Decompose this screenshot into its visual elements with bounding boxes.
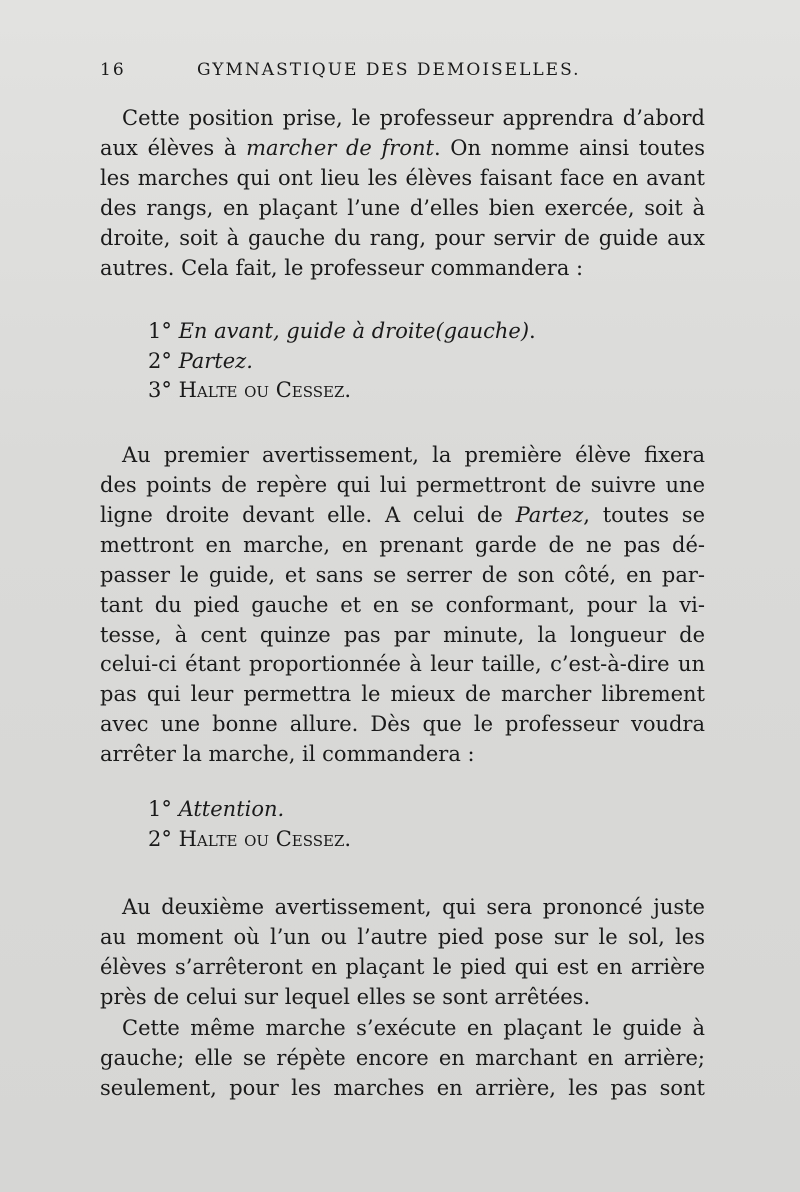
text-line: avec une bonne allure. Dès que le professeur voudra <box>100 712 705 736</box>
text-line: mettront en marche, en prenant garde de ne pas dé- <box>100 533 705 557</box>
command-item: 2° Partez. <box>148 349 253 373</box>
text-line: Au deuxième avertissement, qui sera prononcé juste <box>122 895 705 919</box>
italic-term: marcher de front <box>246 136 434 160</box>
text-line: droite, soit à gauche du rang, pour servir de guide aux <box>100 226 705 250</box>
command-item: 2° Halte ou Cessez. <box>148 827 352 851</box>
text-line: des rangs, en plaçant l’une d’elles bien exercée, soit à <box>100 196 705 220</box>
text-line: Cette même marche s’exécute en plaçant le guide à <box>122 1016 705 1040</box>
text-line: ligne droite devant elle. A celui de Partez, toutes se <box>100 503 705 527</box>
text-line: près de celui sur lequel elles se sont arrêtées. <box>100 985 591 1009</box>
text-line: arrêter la marche, il commandera : <box>100 742 475 766</box>
text-line: pas qui leur permettra le mieux de marcher librement <box>100 682 705 706</box>
text-line: tesse, à cent quinze pas par minute, la longueur de <box>100 623 705 647</box>
text-line: passer le guide, et sans se serrer de son côté, en par- <box>100 563 705 587</box>
text-line: Au premier avertissement, la première élève fixera <box>122 443 705 467</box>
command-item: 3° Halte ou Cessez. <box>148 378 352 402</box>
text-line: tant du pied gauche et en se conformant, pour la vi- <box>100 593 705 617</box>
text-line: élèves s’arrêteront en plaçant le pied qui est en arrière <box>100 955 705 979</box>
text-line: Cette position prise, le professeur apprendra d’abord <box>122 106 705 130</box>
text-line: des points de repère qui lui permettront de suivre une <box>100 473 705 497</box>
text-line: celui-ci étant proportionnée à leur taille, c’est-à-dire un <box>100 652 705 676</box>
page-number: 16 <box>100 60 126 80</box>
text-line: aux élèves à marcher de front. On nomme ainsi toutes <box>100 136 705 160</box>
text-line: au moment où l’un ou l’autre pied pose sur le sol, les <box>100 925 705 949</box>
running-head: GYMNASTIQUE DES DEMOISELLES. <box>197 60 581 80</box>
text-line: les marches qui ont lieu les élèves faisant face en avant <box>100 166 705 190</box>
text-line: autres. Cela fait, le professeur commandera : <box>100 256 584 280</box>
page-header <box>100 60 710 90</box>
command-item: 1° Attention. <box>148 797 285 821</box>
text-line: gauche; elle se répète encore en marchant en arrière; <box>100 1046 705 1070</box>
text-line: seulement, pour les marches en arrière, les pas sont <box>100 1076 705 1100</box>
italic-term: Partez <box>515 503 584 527</box>
command-item: 1° En avant, guide à droite(gauche). <box>148 319 536 343</box>
